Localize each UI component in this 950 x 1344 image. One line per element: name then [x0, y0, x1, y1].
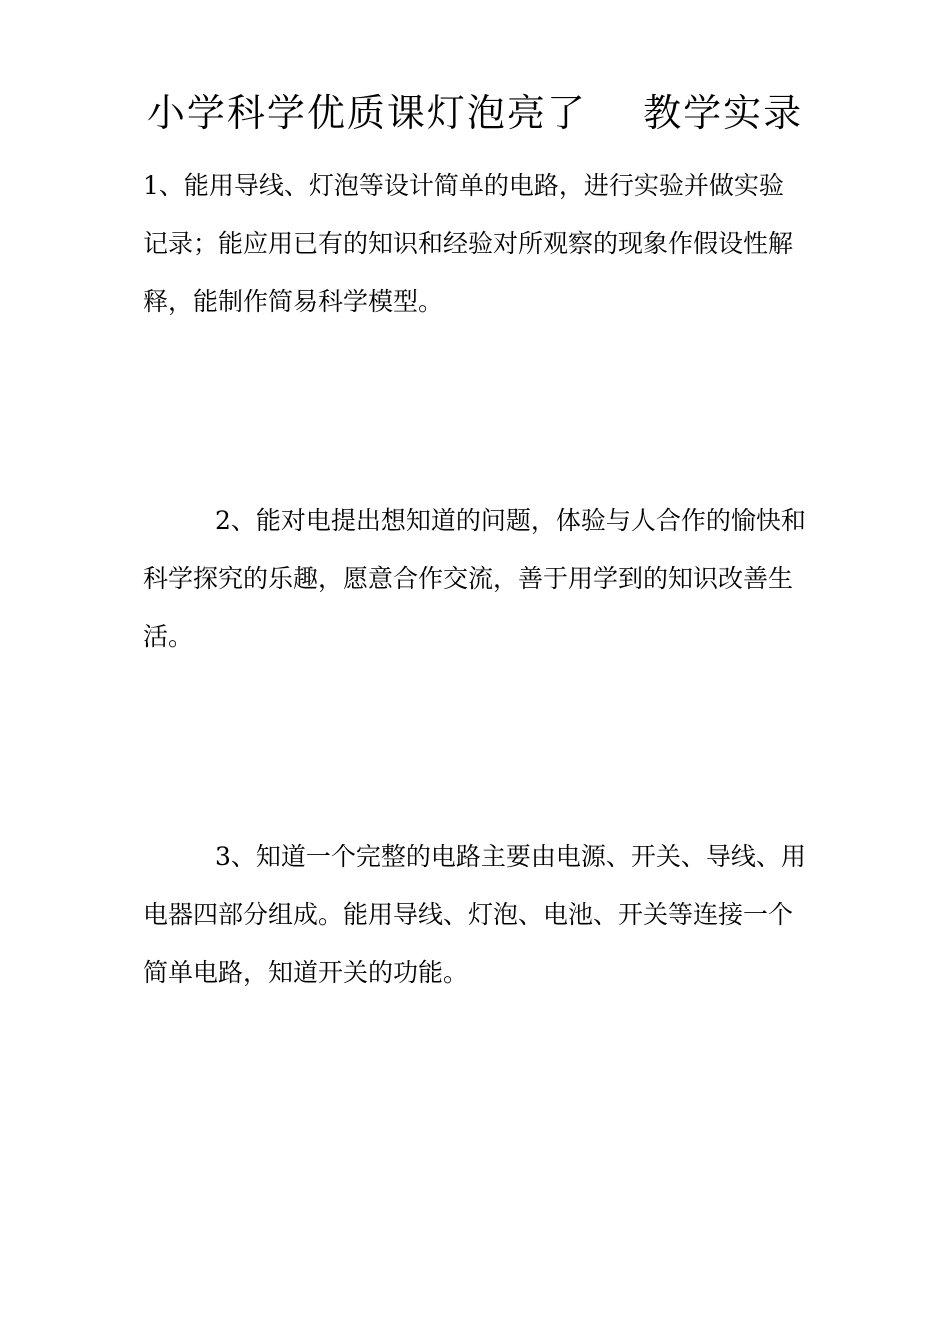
paragraph-line: 电器四部分组成。能用导线、灯泡、电池、开关等连接一个 — [143, 900, 794, 929]
paragraph-line: 1、能用导线、灯泡等设计简单的电路，进行实验并做实验 — [143, 171, 784, 200]
paragraph-line: 释，能制作简易科学模型。 — [143, 287, 444, 316]
objective-paragraph-2 — [143, 492, 806, 666]
paragraph-line: 2、能对电提出想知道的问题，体验与人合作的愉快和 — [215, 506, 806, 535]
paragraph-line: 活。 — [143, 622, 194, 651]
paragraph-line: 3、知道一个完整的电路主要由电源、开关、导线、用 — [215, 842, 806, 871]
paragraph-line: 记录；能应用已有的知识和经验对所观察的现象作假设性解 — [143, 229, 794, 258]
document-title: 小学科学优质课灯泡亮了 教学实录 — [146, 91, 804, 135]
paragraph-line: 简单电路，知道开关的功能。 — [143, 958, 469, 987]
objective-paragraph-1 — [143, 157, 793, 331]
paragraph-line: 科学探究的乐趣，愿意合作交流，善于用学到的知识改善生 — [143, 564, 794, 593]
objective-paragraph-3 — [143, 828, 806, 1002]
